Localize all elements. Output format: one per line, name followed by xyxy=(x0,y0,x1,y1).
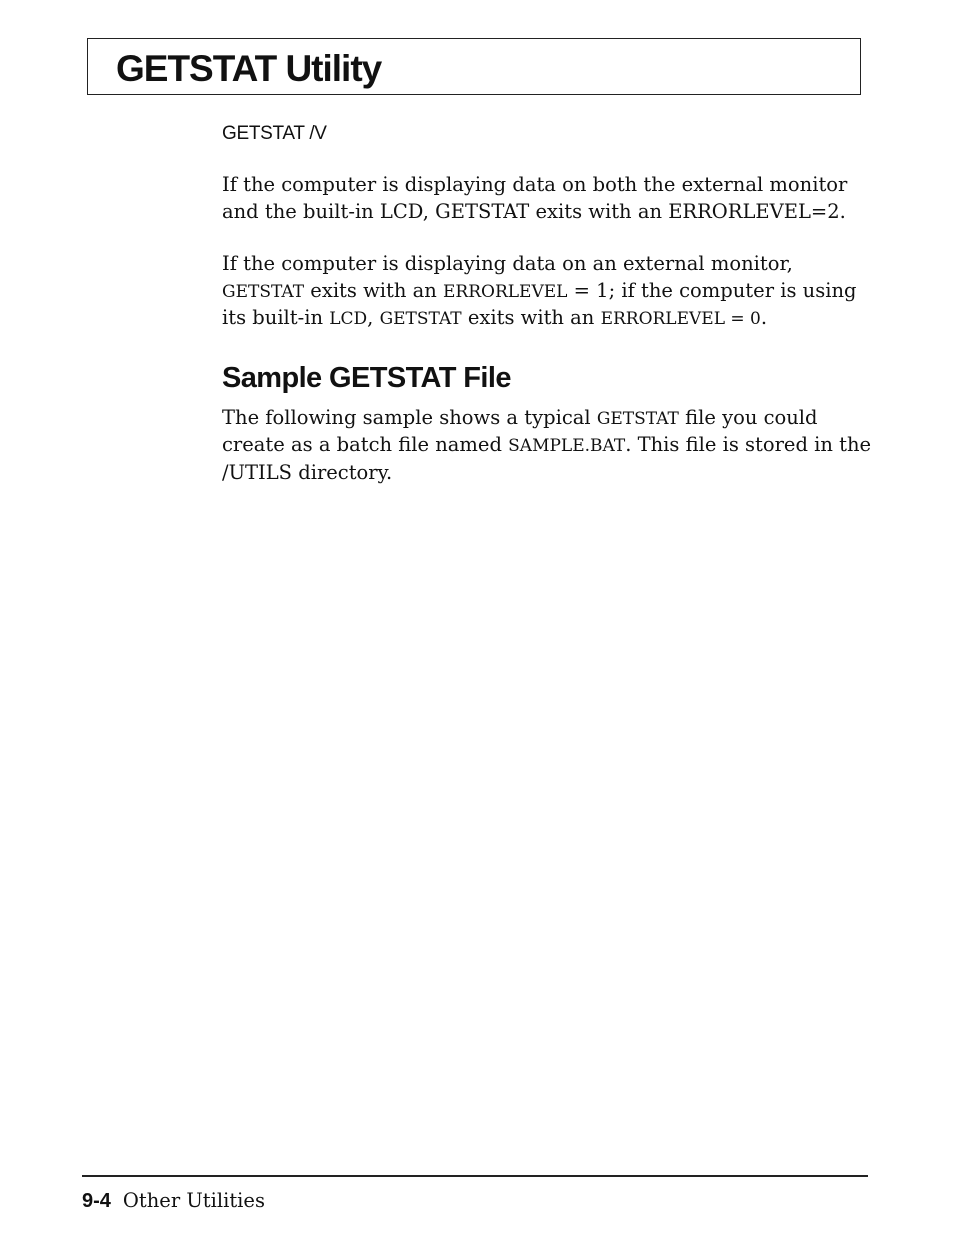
page-header-box xyxy=(87,38,861,95)
page-title: GETSTAT Utility xyxy=(116,48,382,89)
main-content xyxy=(222,120,872,512)
small-caps-filename: SAMPLE.BAT xyxy=(508,436,626,456)
text-run: , xyxy=(367,306,380,329)
paragraph-errorlevel-2: If the computer is displaying data on both the external monitor and the built-in LCD, GETSTAT exits with an ERRORLEVEL=2. xyxy=(222,173,848,223)
paragraph-errorlevel-1-0 xyxy=(222,251,872,333)
small-caps-getstat: GETSTAT xyxy=(379,309,462,329)
text-run: exits with an xyxy=(461,306,601,329)
text-run: file you could create as a batch file named xyxy=(222,405,818,456)
text-run: The following sample shows a typical xyxy=(222,405,597,429)
footer-divider xyxy=(82,1175,868,1177)
command-example: GETSTAT /V xyxy=(222,123,327,144)
text-run: If the computer is displaying data on an external monitor, xyxy=(222,252,793,275)
small-caps-getstat: GETSTAT xyxy=(222,281,305,302)
chapter-title: Other Utilities xyxy=(122,1189,265,1212)
page-footer xyxy=(82,1187,265,1215)
small-caps-errorlevel-0: ERRORLEVEL = 0 xyxy=(600,309,761,329)
small-caps-getstat: GETSTAT xyxy=(596,408,679,429)
text-run: . This file is stored in the /UTILS directory. xyxy=(222,433,872,484)
text-run: . xyxy=(760,306,768,329)
text-run: exits with an xyxy=(304,278,443,302)
page-number: 9-4 xyxy=(82,1190,111,1212)
text-run: = 1; if the computer is using its built-in xyxy=(222,278,857,329)
section-heading: Sample GETSTAT File xyxy=(222,361,511,394)
small-caps-lcd: LCD xyxy=(329,309,368,329)
paragraph-sample-file xyxy=(222,405,872,487)
small-caps-errorlevel: ERRORLEVEL xyxy=(443,281,568,302)
